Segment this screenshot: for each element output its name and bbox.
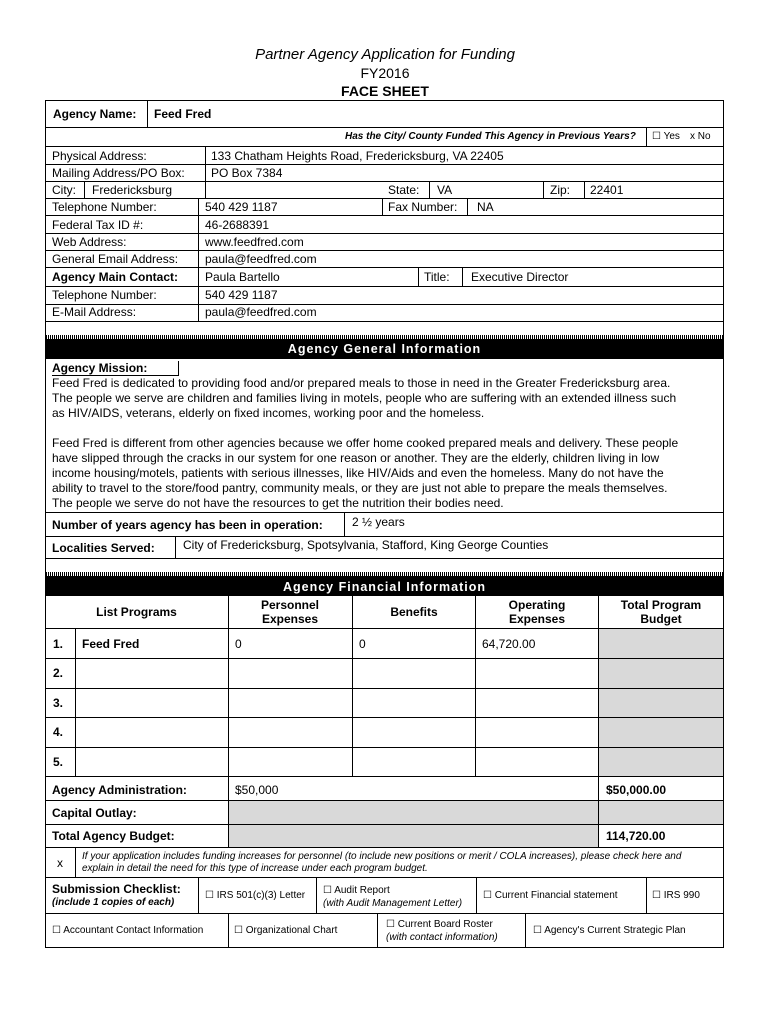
web-label: Web Address:: [52, 235, 127, 249]
checklist-subtitle: (include 1 copies of each): [52, 897, 175, 908]
state-value[interactable]: VA: [437, 183, 453, 197]
fax-value[interactable]: NA: [477, 200, 494, 214]
irs-990-checkbox[interactable]: ☐ IRS 990: [652, 890, 700, 901]
mission-text[interactable]: Feed Fred is dedicated to providing food and/or prepared meals to those in need in the Greater Fredericksburg area. The people we serve are children and families living in motels, people who are suffering with an extended illness such as HIV/AIDS, veterans, elderly on fixed incomes, working poor and the homeless. Feed Fred is different from other agencies because we offer home cooked prepared meals and delivery. These people have slipped through the cracks in our system for one reason or another. They are the elderly, children living in low income housing/motels, patients with serious illnesses, like HIV/Aids and even the homeless. Many do not have the ability to travel to the store/food pantry, community meals, or they are just not able to prepare the meals themselves. The people we serve do not have the resources to get the nutrition their bodies need.: [52, 376, 679, 510]
funded-question: Has the City/ County Funded This Agency in Previous Years?: [345, 131, 636, 142]
col-programs: List Programs: [96, 605, 177, 619]
program-benefits[interactable]: 0: [359, 637, 366, 651]
funded-yes-checkbox[interactable]: ☐ Yes: [652, 131, 680, 142]
col-benefits: Benefits: [390, 605, 438, 619]
program-row-num: 3.: [53, 696, 64, 710]
financial-info-heading: Agency Financial Information: [46, 576, 723, 596]
program-row-num: 4.: [53, 725, 64, 739]
years-label: Number of years agency has been in operation:: [52, 518, 323, 532]
main-contact-label: Agency Main Contact:: [52, 270, 179, 284]
physical-address-label: Physical Address:: [52, 149, 147, 163]
telephone-label: Telephone Number:: [52, 200, 157, 214]
mailing-address-value[interactable]: PO Box 7384: [211, 166, 283, 180]
col-total: Total Program Budget: [620, 598, 702, 626]
localities-value[interactable]: City of Fredericksburg, Spotsylvania, Stafford, King George Counties: [183, 538, 549, 552]
admin-total: $50,000.00: [606, 783, 667, 797]
increase-checkbox[interactable]: x: [57, 856, 63, 870]
contact-email-label: E-Mail Address:: [52, 305, 137, 319]
physical-address-value[interactable]: 133 Chatham Heights Road, Fredericksburg, VA 22405: [211, 149, 504, 163]
contact-phone-value[interactable]: 540 429 1187: [205, 288, 278, 302]
col-operating: Operating Expenses: [508, 598, 566, 626]
mission-label: Agency Mission:: [52, 361, 179, 376]
admin-personnel[interactable]: $50,000: [235, 783, 279, 797]
agency-name-value[interactable]: Feed Fred: [154, 107, 212, 121]
fax-label: Fax Number:: [388, 200, 458, 214]
increase-note: If your application includes funding increases for personnel (to include new positions or merit / COLA increases), please check here and explain in detail the need for this type of increase under each program budget.: [82, 851, 682, 874]
capital-outlay-label: Capital Outlay:: [52, 806, 137, 820]
program-personnel[interactable]: 0: [235, 637, 242, 651]
total-budget-value: 114,720.00: [606, 829, 666, 843]
form-title: Partner Agency Application for Funding: [255, 46, 515, 63]
city-value[interactable]: Fredericksburg: [92, 183, 173, 197]
email-label: General Email Address:: [52, 252, 179, 266]
accountant-checkbox[interactable]: ☐ Accountant Contact Information: [52, 925, 204, 936]
zip-label: Zip:: [550, 183, 571, 197]
agency-name-label: Agency Name:: [53, 107, 137, 121]
state-label: State:: [388, 183, 420, 197]
program-row-num: 1.: [53, 637, 64, 651]
years-value[interactable]: 2 ½ years: [352, 515, 405, 529]
contact-title-value[interactable]: Executive Director: [471, 270, 569, 284]
financial-statement-checkbox[interactable]: ☐ Current Financial statement: [483, 890, 618, 901]
board-roster-checkbox[interactable]: ☐ Current Board Roster (with contact information): [386, 919, 498, 943]
irs-letter-checkbox[interactable]: ☐ IRS 501(c)(3) Letter: [205, 890, 306, 901]
city-label: City:: [52, 183, 76, 197]
mailing-address-label: Mailing Address/PO Box:: [52, 166, 185, 180]
fiscal-year: FY2016: [360, 65, 410, 81]
tax-id-label: Federal Tax ID #:: [52, 218, 144, 232]
audit-report-checkbox[interactable]: ☐ Audit Report (with Audit Management Letter): [323, 885, 463, 909]
checklist-title: Submission Checklist:: [52, 882, 181, 896]
org-chart-checkbox[interactable]: ☐ Organizational Chart: [234, 925, 338, 936]
program-name[interactable]: Feed Fred: [82, 637, 140, 651]
funded-no-checkbox[interactable]: x No: [690, 131, 711, 142]
contact-phone-label: Telephone Number:: [52, 288, 157, 302]
program-operating[interactable]: 64,720.00: [482, 637, 536, 651]
main-contact-value[interactable]: Paula Bartello: [205, 270, 280, 284]
col-personnel: Personnel Expenses: [260, 598, 320, 626]
admin-label: Agency Administration:: [52, 783, 187, 797]
strategic-plan-checkbox[interactable]: ☐ Agency's Current Strategic Plan: [533, 925, 686, 936]
contact-title-label: Title:: [424, 270, 450, 284]
email-value[interactable]: paula@feedfred.com: [205, 252, 317, 266]
tax-id-value[interactable]: 46-2688391: [205, 218, 270, 232]
localities-label: Localities Served:: [52, 541, 155, 555]
general-info-heading: Agency General Information: [46, 339, 723, 359]
sheet-title: FACE SHEET: [341, 83, 429, 99]
program-row-num: 2.: [53, 666, 64, 680]
program-row-num: 5.: [53, 755, 64, 769]
total-budget-label: Total Agency Budget:: [52, 829, 175, 843]
zip-value[interactable]: 22401: [590, 183, 624, 197]
web-value[interactable]: www.feedfred.com: [205, 235, 304, 249]
telephone-value[interactable]: 540 429 1187: [205, 200, 278, 214]
contact-email-value[interactable]: paula@feedfred.com: [205, 305, 317, 319]
